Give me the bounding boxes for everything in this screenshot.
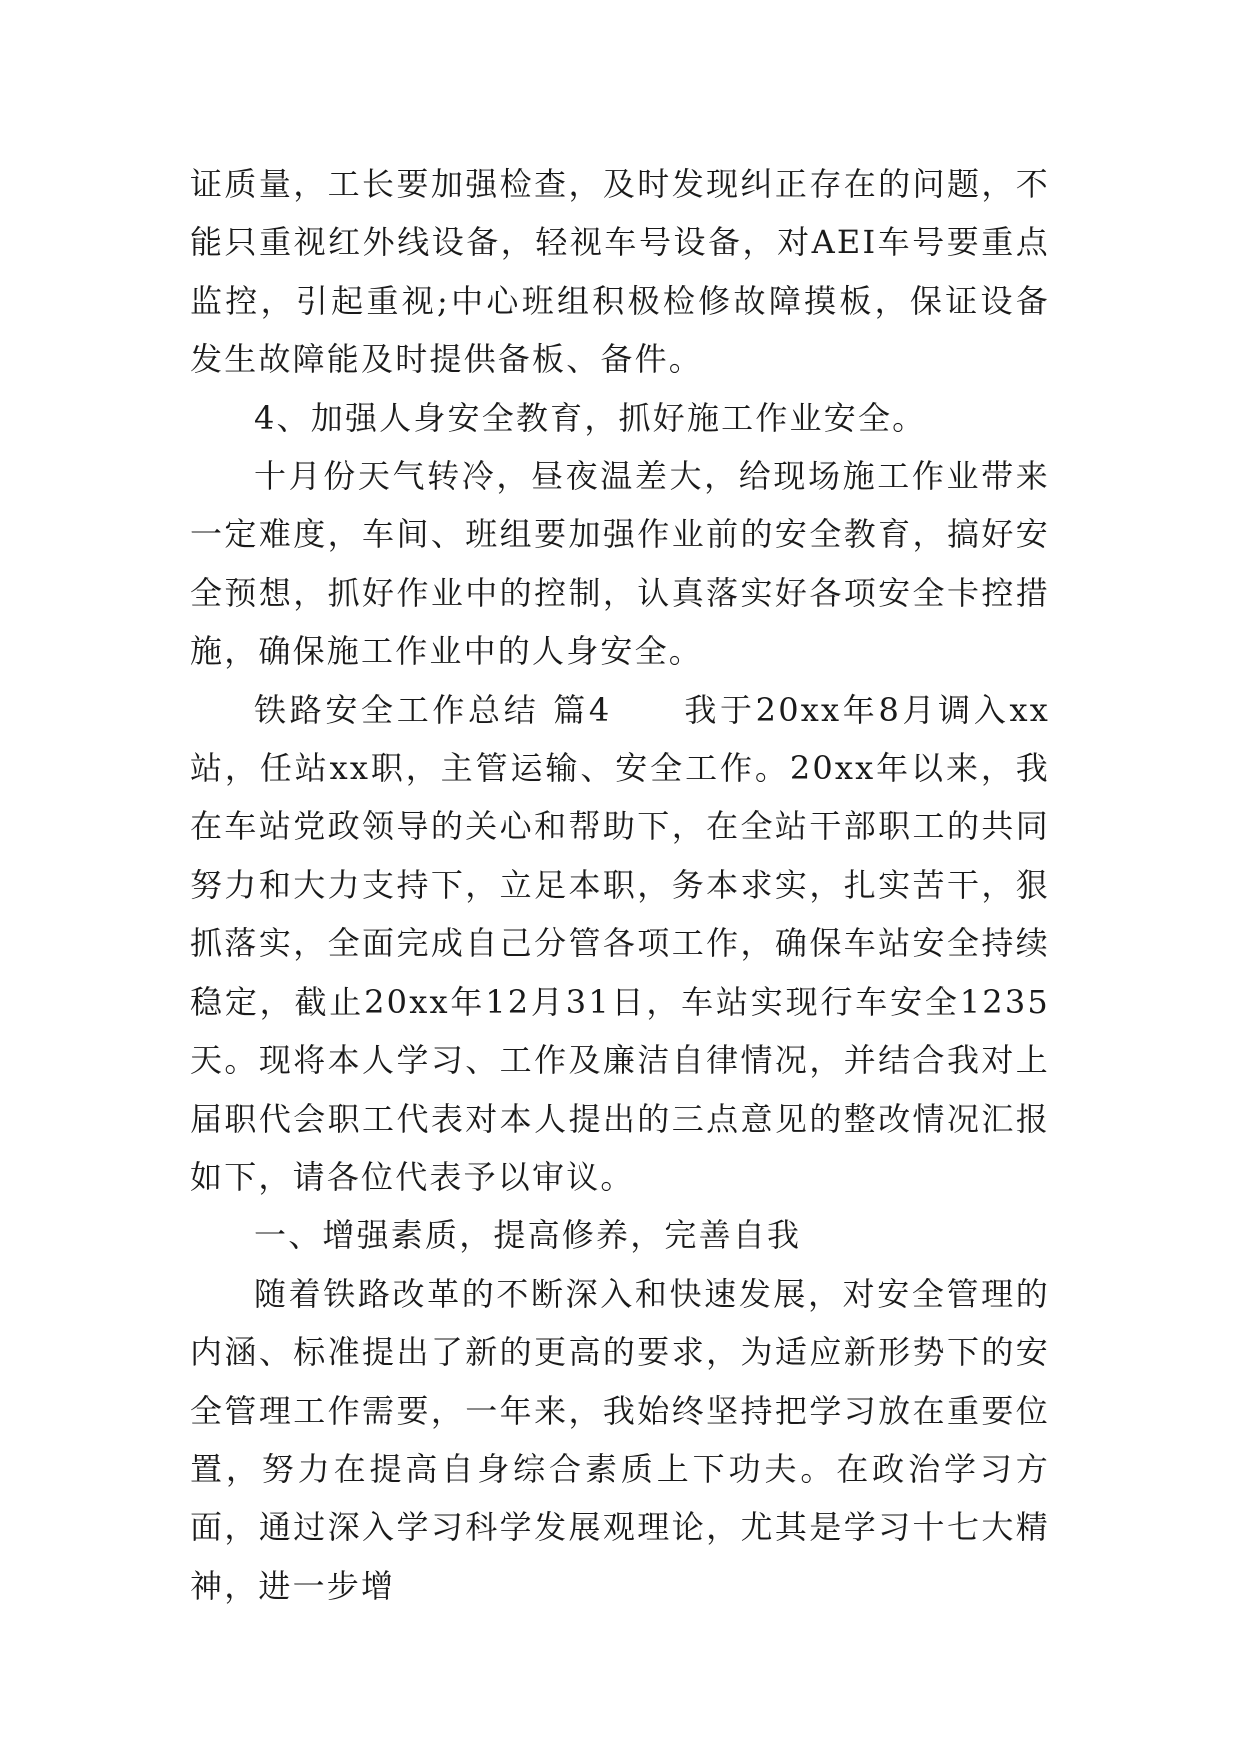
- paragraph-weather-safety: 十月份天气转冷，昼夜温差大，给现场施工作业带来一定难度，车间、班组要加强作业前的安全教育，搞好安全预想，抓好作业中的控制，认真落实好各项安全卡控措施，确保施工作业中的人身安全。: [190, 457, 1050, 671]
- paragraph-article-4-intro: 铁路安全工作总结 篇4 我于20xx年8月调入xx站，任站xx职，主管运输、安全工作。20xx年以来，我在车站党政领导的关心和帮助下，在全站干部职工的共同努力和大力支持下，立足本职，务本求实，扎实苦干，狠抓落实，全面完成自己分管各项工作，确保车站安全持续稳定，截止20xx年12月31日，车站实现行车安全1235天。现将本人学习、工作及廉洁自律情况，并结合我对上届职代会职工代表对本人提出的三点意见的整改情况汇报如下，请各位代表予以审议。: [190, 690, 1050, 1196]
- paragraph-section-1-body: 随着铁路改革的不断深入和快速发展，对安全管理的内涵、标准提出了新的更高的要求，为适应新形势下的安全管理工作需要，一年来，我始终坚持把学习放在重要位置，努力在提高自身综合素质上下功夫。在政治学习方面，通过深入学习科学发展观理论，尤其是学习十七大精神，进一步增: [190, 1274, 1050, 1605]
- paragraph-continuation: 证质量，工长要加强检查，及时发现纠正存在的问题，不能只重视红外线设备，轻视车号设备，对AEI车号要重点监控，引起重视;中心班组积极检修故障摸板，保证设备发生故障能及时提供备板、备件。: [190, 165, 1050, 379]
- document-body: [190, 155, 1050, 1615]
- paragraph-section-1-heading: 一、增强素质，提高修养，完善自我: [254, 1216, 802, 1255]
- paragraph-heading-4: 4、加强人身安全教育，抓好施工作业安全。: [254, 398, 927, 437]
